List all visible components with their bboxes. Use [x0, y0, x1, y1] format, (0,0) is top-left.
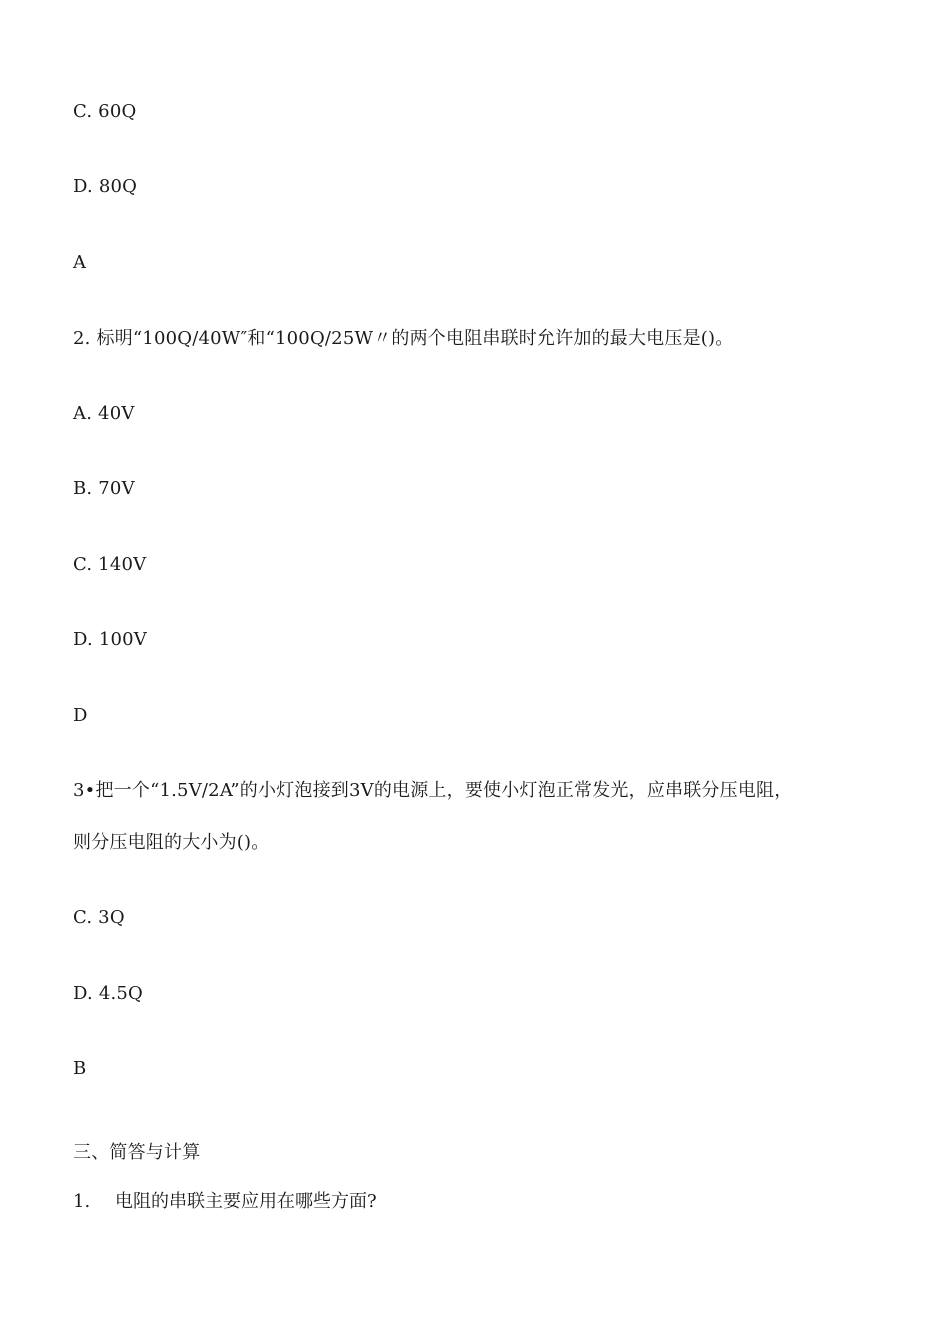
q2-option-b: B. 70V	[73, 478, 135, 499]
section3-item-1-number: 1.	[73, 1191, 91, 1212]
q3-question-line2: 则分压电阻的大小为()。	[73, 832, 270, 853]
q2-answer: D	[73, 705, 88, 726]
q1-answer: A	[73, 252, 87, 273]
q2-option-c: C. 140V	[73, 554, 147, 575]
q3-option-c: C. 3Q	[73, 907, 125, 928]
q2-option-d: D. 100V	[73, 629, 147, 650]
q3-question-line1: 3•把一个“1.5V/2A”的小灯泡接到3V的电源上，要使小灯泡正常发光，应串联分压电阻，	[73, 780, 793, 801]
q1-option-d: D. 80Q	[73, 176, 138, 197]
section3-item-1	[73, 1190, 377, 1214]
section3-item-1-text: 电阻的串联主要应用在哪些方面?	[115, 1191, 377, 1212]
q1-option-c: C. 60Q	[73, 101, 137, 122]
q2-option-a: A. 40V	[73, 403, 135, 424]
section3-heading: 三、简答与计算	[73, 1142, 201, 1163]
q2-question: 2. 标明“100Q/40W″和“100Q/25W〃的两个电阻串联时允许加的最大电压是()。	[73, 328, 734, 349]
q3-answer: B	[73, 1058, 87, 1079]
q3-option-d: D. 4.5Q	[73, 983, 144, 1004]
